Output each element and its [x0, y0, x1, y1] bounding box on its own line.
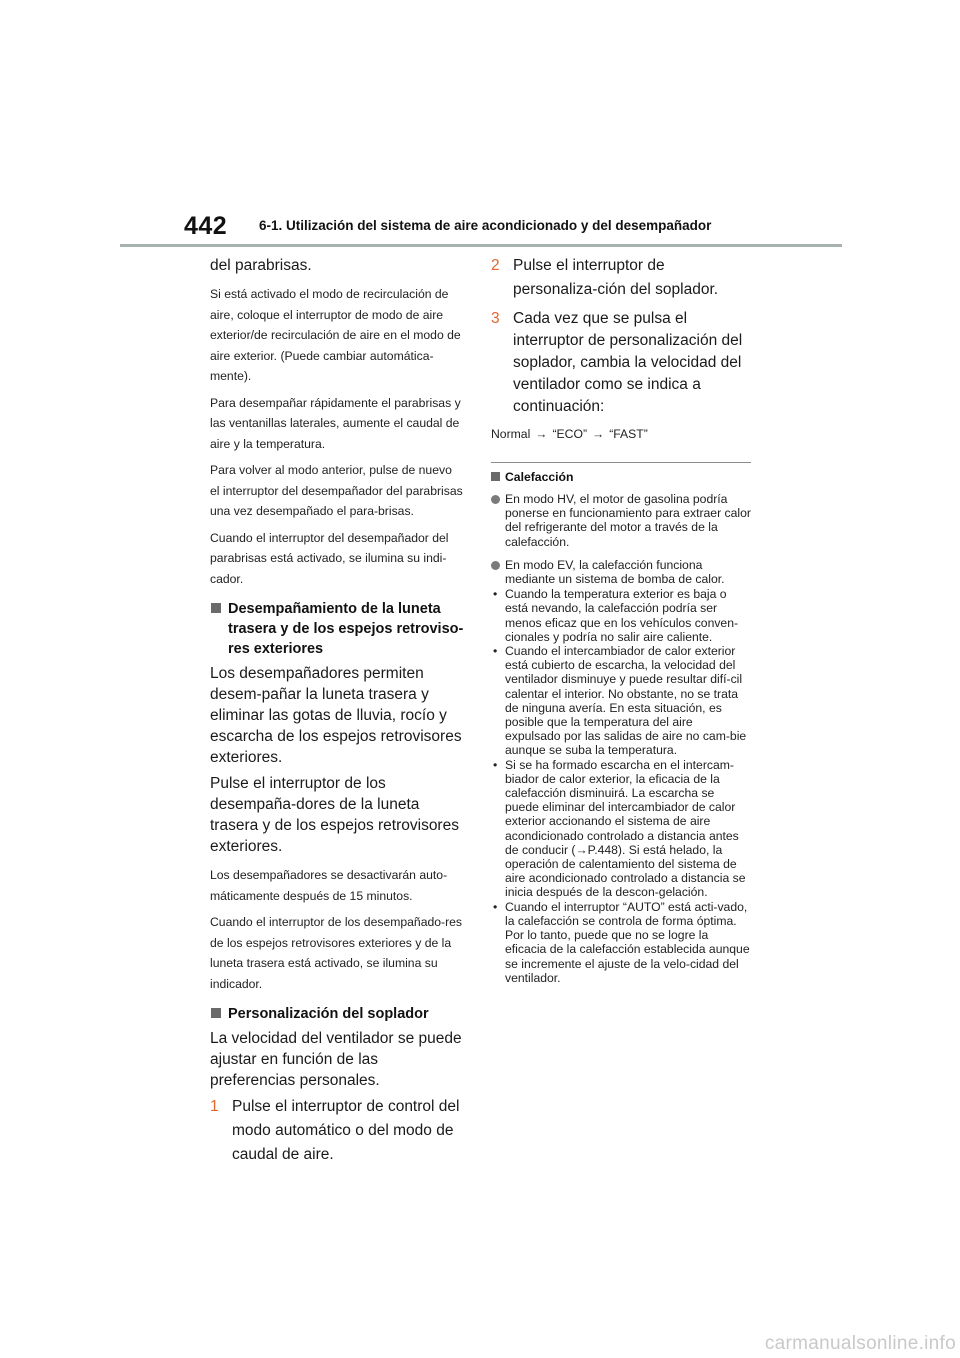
right-column	[491, 252, 751, 985]
step-2	[491, 254, 751, 302]
list-item	[491, 900, 751, 985]
step-text: Pulse el interruptor de control del modo automático o del modo de caudal de aire.	[232, 1098, 460, 1163]
circle-item-text: En modo EV, la calefacción funciona mediante un sistema de bomba de calor.	[505, 557, 725, 587]
arrow-right-icon: →	[592, 427, 605, 441]
step-3	[491, 308, 751, 418]
square-bullet-icon	[491, 472, 500, 481]
speed-normal: Normal	[491, 427, 531, 441]
note-divider	[491, 462, 751, 463]
circle-item-text: En modo HV, el motor de gasolina podría ponerse en funcionamiento para extraer calor del refrigerante del motor a través de la calefacción.	[505, 492, 751, 549]
square-bullet-icon	[211, 603, 221, 613]
page-number: 442	[184, 212, 228, 240]
watermark[interactable]: carmanualsonline.info	[764, 1333, 956, 1354]
section-heading-defogger	[210, 599, 464, 659]
body-paragraph: Los desempañadores permiten desem-pañar la luneta trasera y eliminar las gotas de lluvia, rocío y escarcha de los espejos retrovisores exteriores.	[210, 665, 462, 766]
section-heading-blower	[210, 1004, 464, 1024]
continued-text: del parabrisas.	[210, 257, 312, 274]
speed-eco: “ECO”	[552, 427, 587, 441]
body-paragraph: La velocidad del ventilador se puede ajustar en función de las preferencias personales.	[210, 1030, 462, 1089]
body-paragraph: Pulse el interruptor de los desempaña-dores de la luneta trasera y de los espejos retrovisores exteriores.	[210, 775, 459, 855]
heading-text: Desempañamiento de la luneta trasera y de los espejos retroviso-res exteriores	[228, 601, 464, 657]
speed-fast: “FAST”	[609, 427, 648, 441]
note-heading-text: Calefacción	[505, 470, 574, 484]
bullet-icon: •	[493, 644, 498, 659]
arrow-right-icon: →	[535, 427, 548, 441]
note-paragraph: Para desempañar rápidamente el parabrisas y las ventanillas laterales, aumente el caudal de aire y la temperatura.	[210, 395, 461, 451]
bullet-list	[491, 587, 751, 985]
circle-bullet-icon	[491, 495, 500, 504]
list-item-text: Cuando la temperatura exterior es baja o está nevando, la calefacción podría ser menos eficaz que en los vehículos conven-cionales y podría no salir aire caliente.	[505, 587, 739, 644]
bullet-icon: •	[493, 899, 498, 914]
list-item	[491, 587, 751, 644]
note-paragraph: Los desempañadores se desactivarán auto-máticamente después de 15 minutos.	[210, 868, 448, 903]
heading-text: Personalización del soplador	[228, 1006, 429, 1022]
circle-item	[491, 558, 751, 586]
square-bullet-icon	[211, 1008, 221, 1018]
step-number: 2	[491, 257, 500, 274]
left-column	[210, 252, 464, 1173]
note-paragraph: Para volver al modo anterior, pulse de nuevo el interruptor del desempañador del parabrisas una vez desempañado el para-brisas.	[210, 463, 463, 518]
note-heading-heating	[491, 469, 751, 485]
note-paragraph: Cuando el interruptor de los desempañado-res de los espejos retrovisores exteriores y de la luneta trasera está activado, se ilumina su indicador.	[210, 915, 463, 991]
list-item-text: Cuando el intercambiador de calor exterior está cubierto de escarcha, la velocidad del ventilador disminuye y puede resultar difí-cil calentar el interior. No obstante, no se trata de ninguna avería. En esta situación, es posible que la temperatura del aire expulsado por las salidas de aire no cam-bie aunque se suba la temperatura.	[505, 644, 747, 758]
list-item-text: Si se ha formado escarcha en el intercam-biador de calor exterior, la eficacia de la calefacción disminuirá. La escarcha se puede eliminar del intercambiador de calor exterior accionando el sistema de aire acondicionado controlado a distancia antes de conducir (→P.448). Si está helado, la operación de calentamiento del sistema de aire acondicionado controlado a distancia se inicia después de la descon-gelación.	[505, 757, 746, 900]
step-text: Pulse el interruptor de personaliza-ción del soplador.	[513, 257, 719, 298]
list-item-text: Cuando el interruptor “AUTO” está acti-vado, la calefacción se controla de forma óptima. Por lo tanto, puede que no se logre la eficacia de la calefacción establecida aunque se incremente el ajuste de la velo-cidad del ventilador.	[505, 899, 750, 985]
bullet-icon: •	[493, 587, 498, 602]
note-paragraph: Cuando el interruptor del desempañador del parabrisas está activado, se ilumina su indi-cador.	[210, 530, 449, 586]
speed-sequence	[491, 424, 751, 444]
section-title: 6-1. Utilización del sistema de aire acondicionado y del desempañador	[259, 218, 712, 233]
note-paragraph: Si está activado el modo de recirculación de aire, coloque el interruptor de modo de aire exterior/de recirculación de aire en el modo de aire exterior. (Puede cambiar automática-mente).	[210, 287, 461, 383]
bullet-icon: •	[493, 757, 498, 772]
step-number: 1	[210, 1098, 219, 1115]
header-rule	[120, 244, 842, 247]
list-item	[491, 758, 751, 900]
step-text: Cada vez que se pulsa el interruptor de personalización del soplador, cambia la velocidad del ventilador como se indica a continuación:	[513, 310, 743, 415]
circle-item	[491, 492, 751, 549]
step-1	[210, 1095, 464, 1167]
list-item	[491, 644, 751, 758]
circle-bullet-icon	[491, 561, 500, 570]
step-number: 3	[491, 310, 500, 327]
